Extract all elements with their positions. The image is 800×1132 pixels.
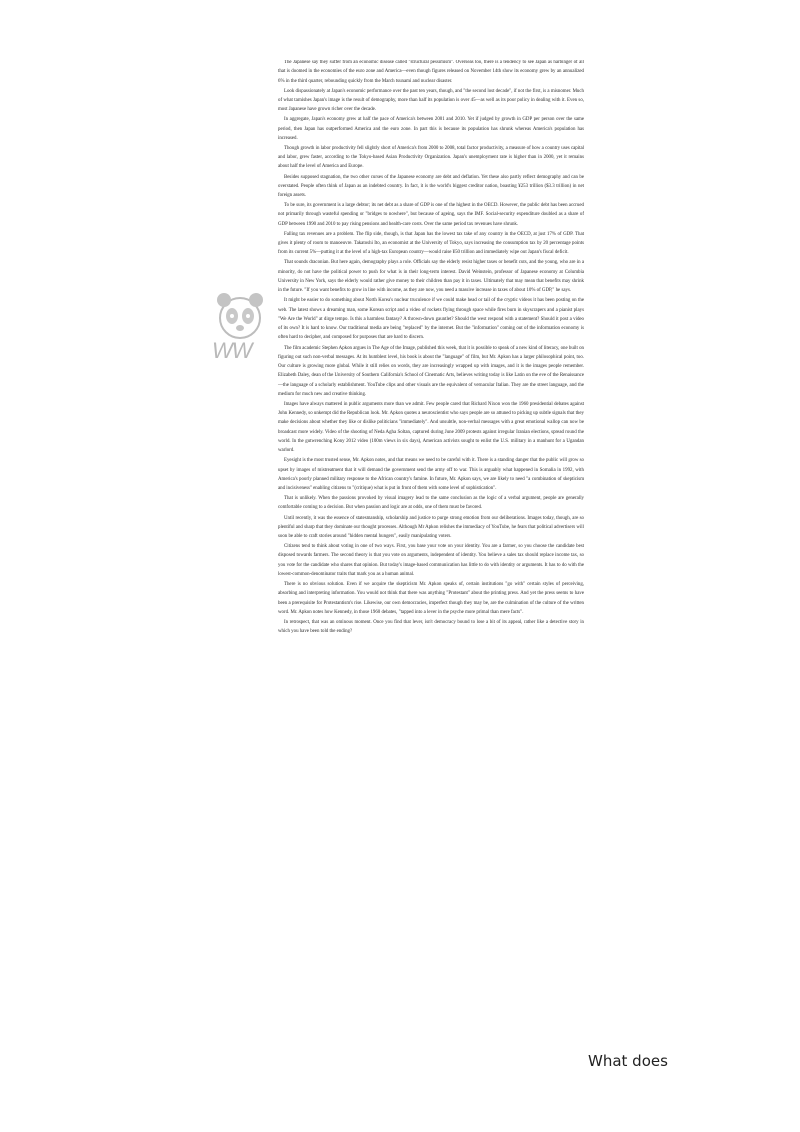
paragraph: Though growth in labor productivity fell slightly short of America's from 2000 to 2008, total factor productivity, a measure of how a country uses capital and labor, grew faster, according to the Tokyo-based Asian Productivity Organization. Japan's unemployment rate is higher than in 2000, yet it remains about half the level of America and Europe. [278, 145, 584, 170]
paragraph: There is no obvious solution. Even if we acquire the skepticism Mr. Apkon speaks of, certain institutions "go with" certain styles of perceiving, absorbing and interpreting information. You would not think that there was anything "Protestant" about the printing press. And yet the press seems to have been a prerequisite for Protestantism's rise. Likewise, our own democracies, imperfect though they may be, are the culmination of the culture of the written word. Mr. Apkon notes how Kennedy, in those 1960 debates, "tapped into a lever in the psyche more primal than mere facts". [278, 582, 584, 615]
side-note-text: What does [588, 1052, 668, 1070]
article-body [278, 58, 584, 637]
paragraph: Besides supposed stagnation, the two other curses of the Japanese economy are debt and deflation. Yet these also partly reflect demography and can be overstated. People often think of Japan as an indebted country. In fact, it is the world's biggest creditor nation, boasting ¥253 trillion ($3.3 trillion) in net foreign assets. [278, 174, 584, 199]
paragraph: To be sure, its government is a large debtor; its net debt as a share of GDP is one of the highest in the OECD. However, the public debt has been accrued not primarily through wasteful spending or "bridges to nowhere", but because of ageing, says the IMF. Social-security expenditure doubled as a share of GDP between 1990 and 2010 to pay rising pensions and health-care costs. Over the same period tax revenues have shrunk. [278, 203, 584, 227]
panda-icon [210, 286, 270, 346]
paragraph: Citizens tend to think about voting in one of two ways. First, you base your vote on your identity. You are a farmer, so you choose the candidate best disposed towards farmers. The second theory is that you vote on arguments, independent of identity. You believe a sales tax should replace income tax, so you vote for the candidate who shares that opinion. But today's image-based communication has little to do with identity or arguments. It has to do with the lowest-common-denominator traits that mark you as a human animal. [278, 544, 584, 577]
paragraph: In aggregate, Japan's economy grew at half the pace of America's between 2001 and 2010. Yet if judged by growth in GDP per person over the same period, then Japan has outperformed America and the euro zone. In part this is because its population has shrunk whereas America's population has increased. [278, 117, 584, 141]
paragraph: The Japanese say they suffer from an economic disease called "structural pessimism". Overseas too, there is a tendency to see Japan as harbinger of all that is doomed in the economies of the euro zone and America—even though figures released on November 14th show its economy grew by an annualized 6% in the third quarter, rebounding quickly from the March tsunami and nuclear disaster. [278, 60, 584, 84]
paragraph: Falling tax revenues are a problem. The flip side, though, is that Japan has the lowest tax take of any country in the OECD, at just 17% of GDP. That gives it plenty of room to manoeuvre. Takatoshi Ito, an economist at the University of Tokyo, says increasing the consumption tax by 20 percentage points from its current 5%—putting it at the level of a high-tax European country—would raise ¥50 trillion and immediately wipe out Japan's fiscal deficit. [278, 231, 584, 256]
paragraph: In retrospect, that was an ominous moment. Once you find that lever, isn't democracy bound to lose a bit of its appeal, rather like a detective story in which you have been told the ending? [278, 620, 584, 635]
paragraph: Eyesight is the most trusted sense, Mr. Apkon notes, and that means we need to be careful with it. There is a standing danger that the public will grow so upset by images of mistreatment that it will demand the government send the army off to war. This is arguably what happened in Somalia in 1992, with America's poorly planned military response to the African country's famine. In future, Mr. Apkon says, we are likely to need "a combination of skepticism and incisiveness" enabling citizens to "(critique) what is put in front of them with some level of sophistication". [278, 458, 584, 492]
paragraph: Images have always mattered in public arguments more than we admit. Few people cared that Richard Nixon won the 1960 presidential debates against John Kennedy, so unkempt did the Republican look. Mr. Apkon quotes a neuroscientist who says people are so attuned to picking up subtle signals that they make decisions about whether they like or dislike politicians "immediately". And unsubtle, non-verbal messages with a great emotional wallop can now be broadcast more widely. Video of the shooting of Neda Agha Soltan, captured during June 2009 protests against irregular Iranian elections, spread round the world. In the gutwrenching Kony 2012 video (100m views in six days), American activists sought to enlist the U.S. military in a manhunt for a Ugandan warlord. [278, 401, 584, 454]
panda-watermark [210, 286, 270, 376]
paragraph: Until recently, it was the essence of statesmanship, scholarship and justice to purge strong emotion from our deliberations. Images today, though, are so plentiful and sharp that they dominate our thought processes. Although Mr Apkon relishes the immediacy of YouTube, he fears that political advertisers will soon be able to craft stories around "hidden mental hungers", easily manipulating voters. [278, 515, 584, 540]
watermark-text: WW [212, 338, 252, 363]
paragraph: That sounds draconian. But here again, demography plays a role. Officials say the elderly resist higher taxes or benefit cuts, and the young, who are in a minority, do not have the political power to push for what is in their long-term interest. David Weinstein, professor of Japanese economy at Columbia University in New York, says the elderly would rather give money to their children than pay it in taxes. Ultimately that may mean that benefits may shrink in the future. "If you want benefits to grow in line with income, as they are now, you need a massive increase in taxes of about 10% of GDP," he says. [278, 260, 584, 294]
paragraph: It might be easier to do something about North Korea's nuclear truculence if we could make head or tail of the cryptic videos it has been posting on the web. The latest shows a dreaming man, some Korean script and a video of rockets flying through space while fires burn in skyscrapers and a pianist plays "We Are the World" at dirge tempo. Is this a harmless fantasy? A thrown-down gauntlet? Should the west respond with a statement? Should it post a video of its own? It is hard to know. Our traditional media are being "replaced" by the internet. But the "information" coming out of the information economy is often hard to decipher, and composed for purposes that are hard to discern. [278, 298, 584, 341]
paragraph: Look dispassionately at Japan's economic performance over the past ten years, though, and "the second lost decade", if not the first, is a misnomer. Much of what tarnishes Japan's image is the result of demography, more than half its population is over 45—as well as its poor policy in dealing with it. Even so, most Japanese have grown richer over the decade. [278, 88, 584, 113]
paragraph: That is unlikely. When the passions provoked by visual imagery lead to the same conclusion as the logic of a verbal argument, people are generally comfortable coming to a decision. But when passion and logic are at odds, one of them must be favored. [278, 496, 584, 511]
paragraph: The film academic Stephen Apkon argues in The Age of the Image, published this week, that it is possible to speak of a new kind of literacy, one built on figuring out such non-verbal messages. At its humblest level, his book is about the "language" of film, but Mr. Apkon has a larger philosophical point, too. Our culture is growing more global. While it still relies on words, they are increasingly wrapped up with images, and it is the images people remember. Elizabeth Daley, dean of the University of Southern California's School of Cinematic Arts, believes writing today is like Latin on the eve of the Renaissance—the language of a scholarly establishment. YouTube clips and other visuals are the equivalent of vernacular Italian. They are the street language, and the medium for much new and creative thinking. [278, 345, 584, 397]
